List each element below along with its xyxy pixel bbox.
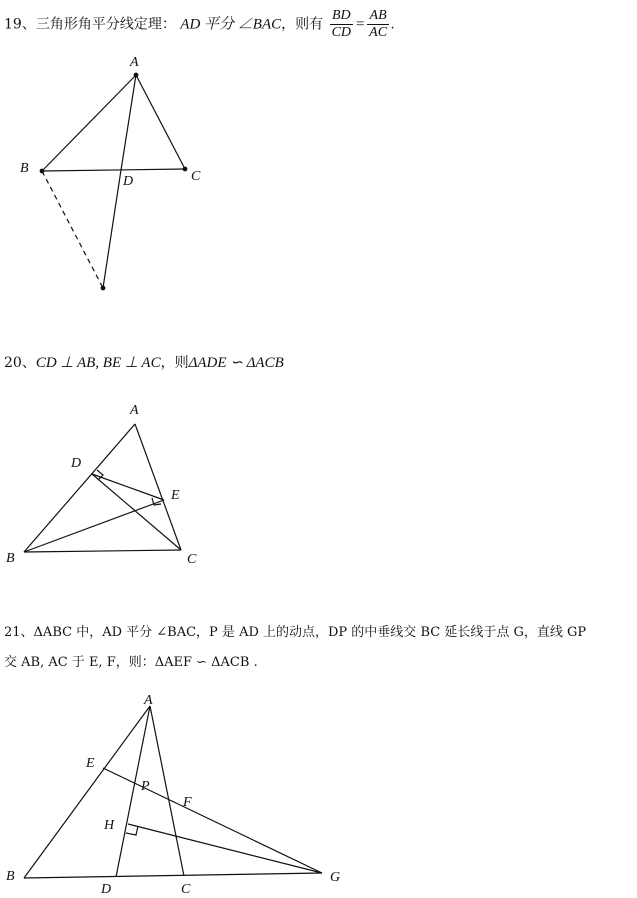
problem-20-condition: CD ⊥ AB, BE ⊥ AC (35, 355, 161, 371)
fraction-denominator: CD (331, 25, 352, 40)
right-angle-mark-h (126, 826, 138, 835)
problem-19-premise: AD 平分 ∠BAC (180, 16, 282, 33)
segment-ac (136, 75, 185, 169)
problem-19-then: ，则有 (281, 16, 324, 33)
problem-21-number: 21、 (4, 625, 34, 640)
point-c (183, 167, 187, 171)
figure-20 (24, 424, 181, 552)
equals-sign: = (355, 16, 366, 33)
figure-19 (40, 73, 187, 290)
segment-be (24, 500, 164, 552)
segment-ab (42, 75, 136, 171)
segment-eg (103, 768, 322, 873)
period: . (391, 16, 395, 33)
segment-bg (24, 873, 322, 878)
segment-de (92, 474, 164, 500)
fraction-numerator: BD (330, 8, 353, 25)
label-19-b: B (20, 161, 29, 176)
segment-ab (24, 424, 135, 552)
label-21-h: H (104, 818, 115, 833)
label-21-f: F (183, 795, 192, 810)
fraction-numerator: AB (367, 8, 389, 25)
label-21-g: G (330, 870, 341, 885)
problem-20-number: 20、 (4, 355, 36, 371)
segment-ac (150, 706, 184, 876)
figure-21 (24, 706, 322, 878)
label-20-c: C (187, 552, 197, 567)
point-a (134, 73, 138, 77)
label-20-d: D (71, 456, 82, 471)
problem-20-then: ，则 (160, 355, 189, 371)
label-19-c: C (191, 169, 201, 184)
label-21-p: P (141, 779, 150, 794)
label-21-e: E (86, 756, 95, 771)
problem-19-number: 19、 (4, 16, 36, 33)
problem-20-conclusion: ΔADE ∽ ΔACB (188, 355, 284, 371)
problem-21-text-1: ΔABC 中，AD 平分 ∠BAC，P 是 AD 上的动点，DP 的中垂线交 BC 延长线于点 G，直线 GP (33, 625, 587, 640)
label-21-a: A (144, 693, 153, 708)
label-21-d: D (101, 882, 112, 897)
label-19-a: A (130, 55, 139, 70)
label-21-b: B (6, 869, 15, 884)
label-20-e: E (171, 488, 180, 503)
segment-d-extension (103, 170, 121, 288)
segment-bc (42, 169, 185, 171)
label-20-a: A (130, 403, 139, 418)
problem-19-intro: 三角形角平分线定理： (35, 16, 176, 33)
segment-ad (121, 75, 136, 170)
point-bottom (101, 286, 105, 290)
segment-ab (24, 706, 150, 878)
dashed-segment-b (42, 171, 103, 288)
fraction-denominator: AC (369, 25, 388, 40)
problem-21-text-2: 交 AB, AC 于 E, F，则：ΔAEF ∽ ΔACB . (4, 655, 258, 670)
point-b (40, 169, 44, 173)
label-20-b: B (6, 551, 15, 566)
label-19-d: D (123, 174, 134, 189)
segment-bc (24, 550, 181, 552)
segment-hg (128, 824, 322, 873)
label-21-c: C (181, 882, 191, 897)
